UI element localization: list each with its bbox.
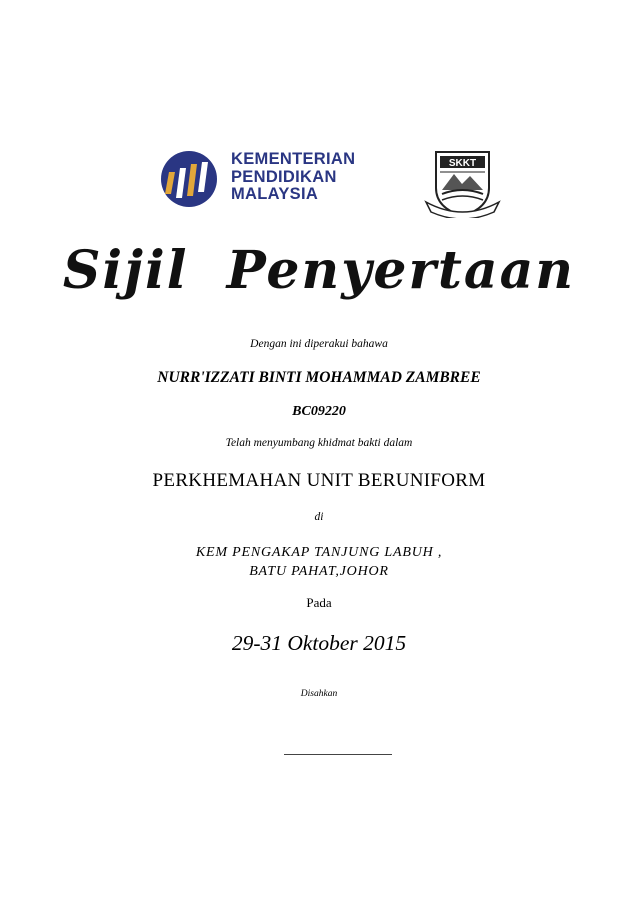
ministry-wordmark: [231, 151, 391, 204]
ministry-line-2: PENDIDIKAN: [231, 167, 337, 186]
event-date: 29-31 Oktober 2015: [231, 631, 407, 655]
ministry-logo: [155, 150, 390, 208]
ministry-line-1: KEMENTERIAN: [231, 150, 356, 168]
contribution-text: Telah menyumbang khidmat bakti dalam: [225, 437, 413, 449]
location-prefix: di: [314, 511, 324, 523]
location-line-2: BATU PAHAT,JOHOR: [249, 564, 389, 579]
location-line-1: KEM PENGAKAP TANJUNG LABUH ,: [195, 545, 443, 560]
recipient-id: BC09220: [292, 404, 346, 419]
recipient-name: NURR'IZZATI BINTI MOHAMMAD ZAMBREE: [157, 369, 481, 386]
ministry-emblem-icon: [155, 150, 223, 208]
signature-line: [284, 754, 392, 755]
ministry-line-3: MALAYSIA: [231, 185, 319, 203]
event-name: PERKHEMAHAN UNIT BERUNIFORM: [152, 470, 486, 491]
certificate-title: Sijil Penyertaan: [62, 240, 576, 301]
intro-text: Dengan ini diperakui bahawa: [250, 338, 388, 350]
endorsement-label: Disahkan: [300, 689, 338, 699]
school-crest-icon: [424, 150, 501, 218]
date-prefix: Pada: [306, 595, 332, 610]
event-location: [0, 543, 638, 581]
school-crest-abbreviation: SKKT: [448, 158, 477, 169]
